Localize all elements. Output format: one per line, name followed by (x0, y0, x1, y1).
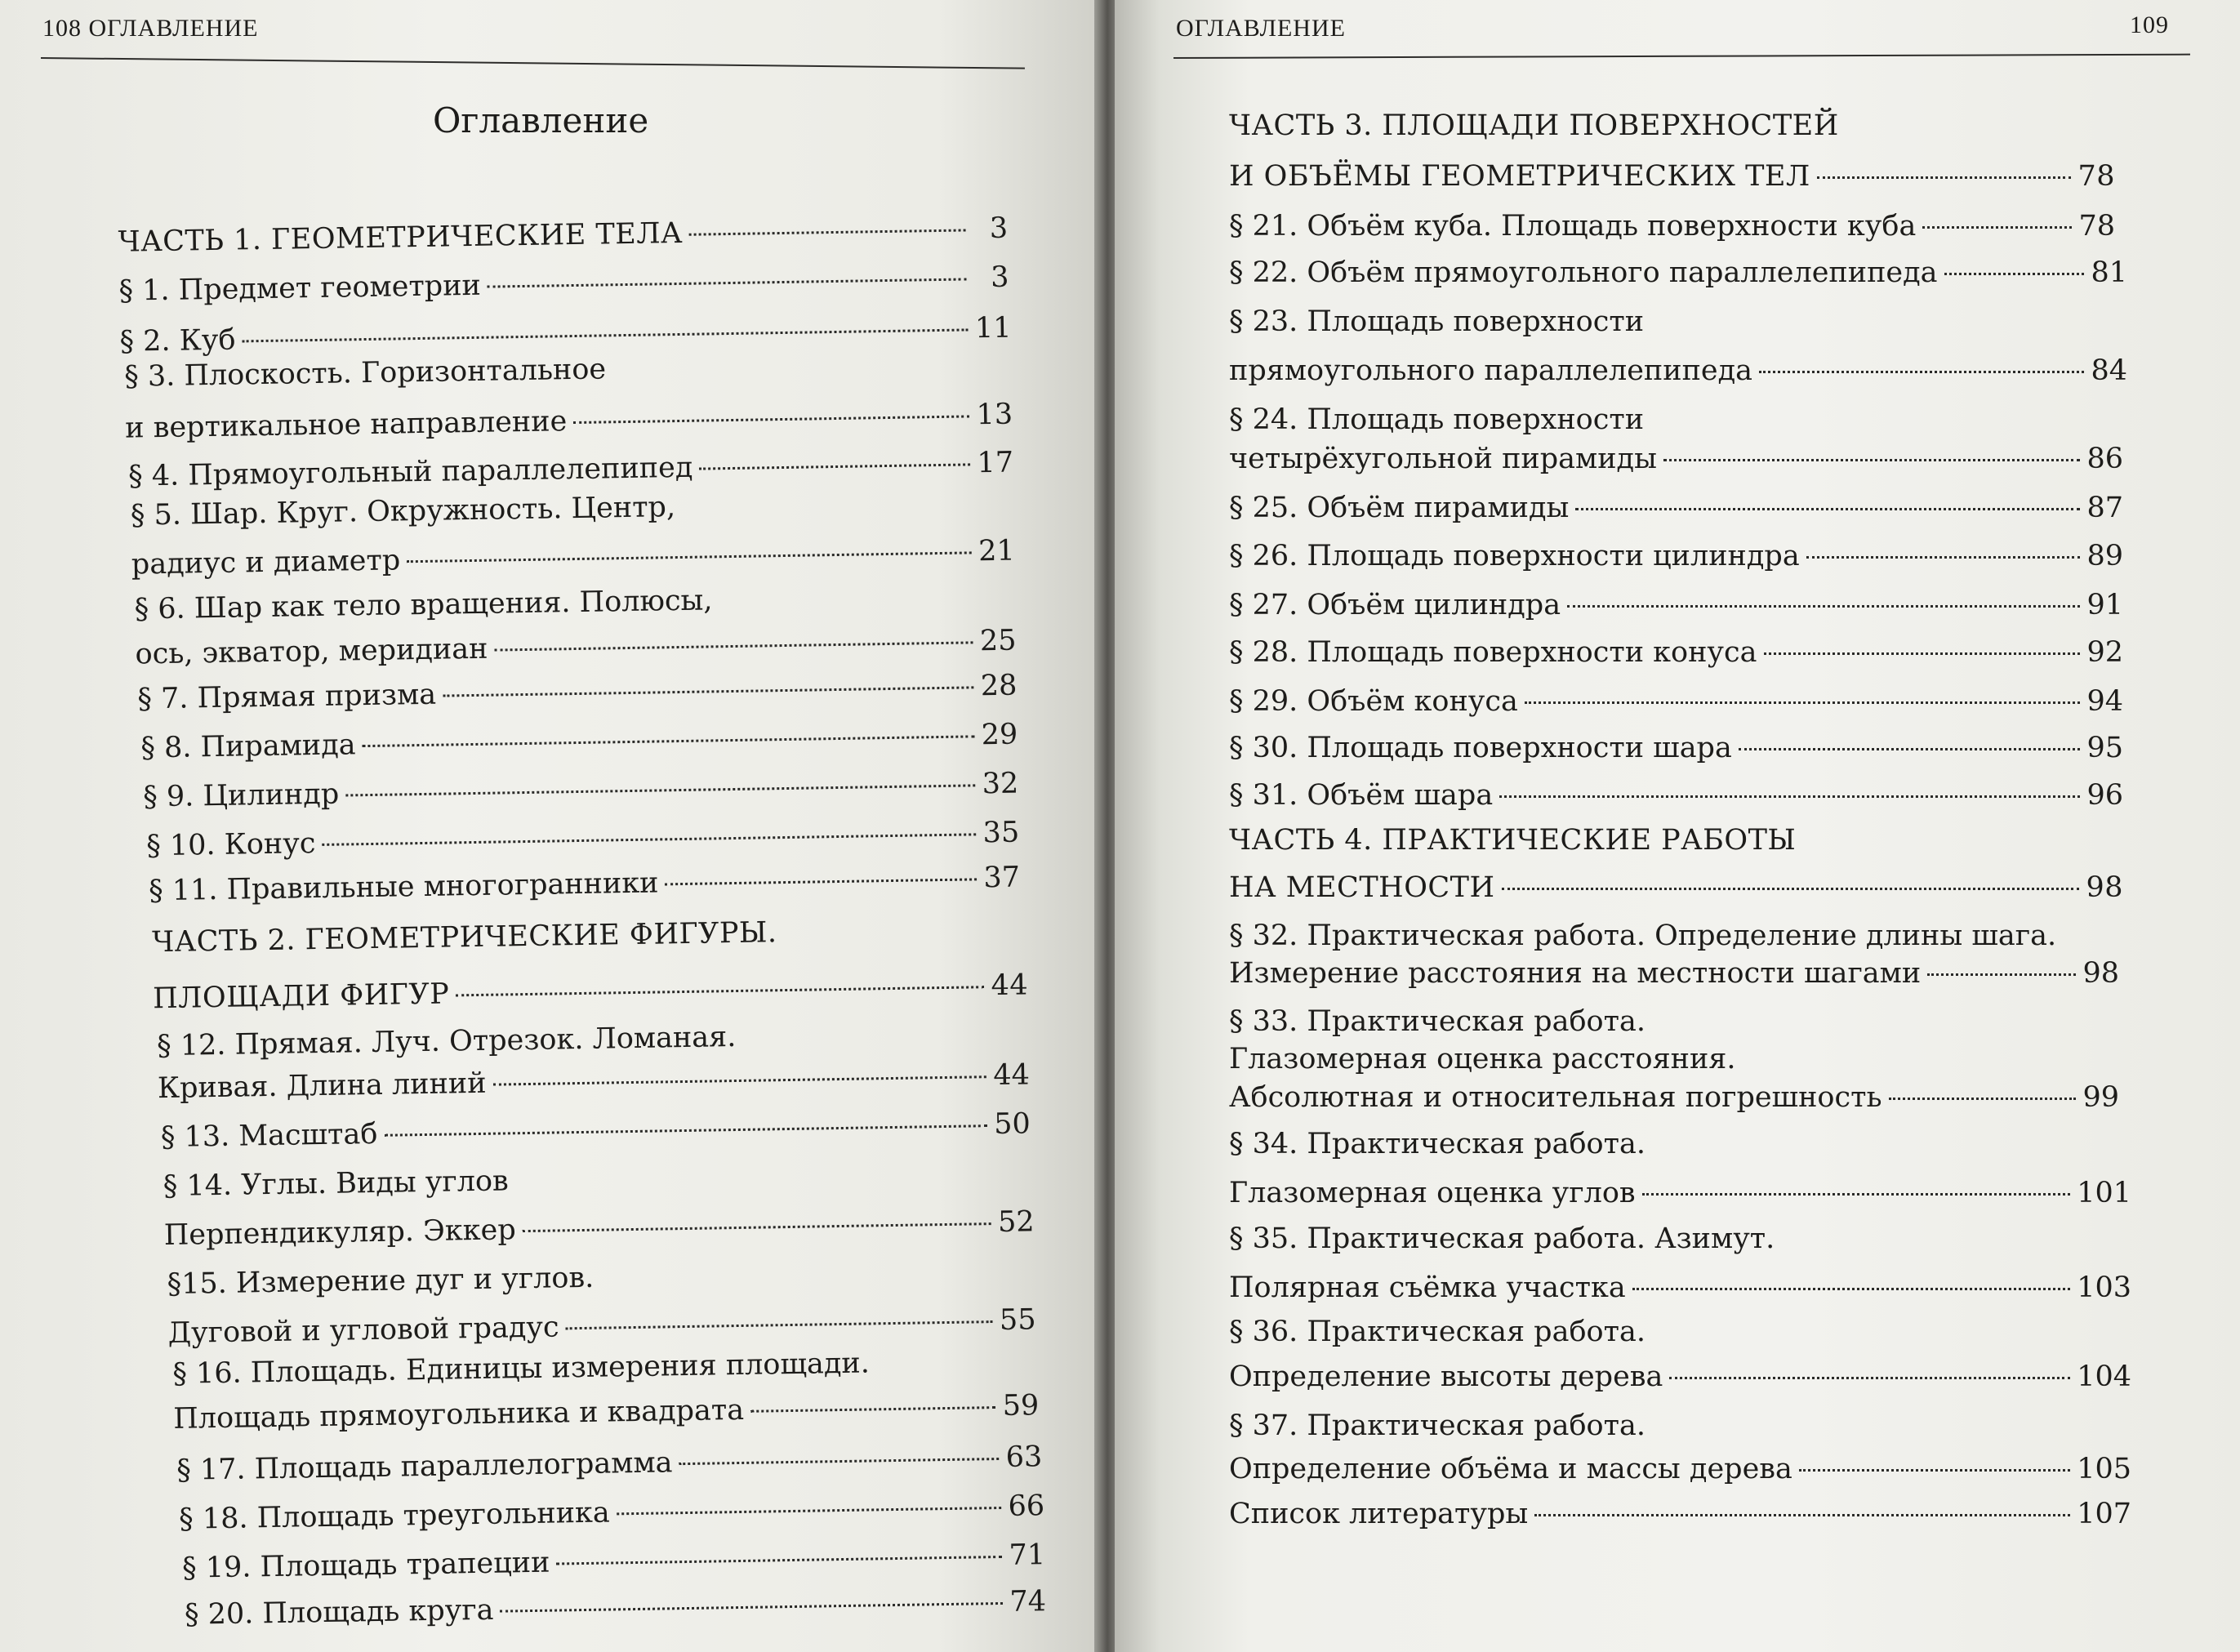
dot-leader (617, 1507, 1002, 1515)
toc-page-number: 28 (980, 669, 1018, 703)
toc-entry-title: Площадь прямоугольника и квадрата (173, 1393, 745, 1436)
toc-entry-first-line: § 12. Прямая. Луч. Отрезок. Ломаная. (156, 1021, 737, 1063)
toc-entry-title: Дуговой и угловой градус (167, 1311, 559, 1350)
dot-leader (494, 641, 973, 651)
toc-page-number: 91 (2086, 589, 2123, 621)
toc-entry-first-line: ЧАСТЬ 3. ПЛОЩАДИ ПОВЕРХНОСТЕЙ (1229, 109, 1839, 142)
toc-entry-first-line: § 37. Практическая работа. (1229, 1409, 1645, 1442)
dot-leader (1764, 652, 2081, 655)
toc-page-number: 95 (2086, 732, 2123, 764)
toc-entry-title: Список литературы (1229, 1498, 1529, 1530)
toc-entry-first-line: § 5. Шар. Круг. Окружность. Центр, (130, 491, 676, 532)
toc-page-number: 86 (2086, 443, 2123, 475)
toc-entry[interactable] (167, 1299, 1036, 1354)
toc-entry-title: Измерение расстояния на местности шагами (1229, 957, 1922, 990)
toc-page-number: 32 (982, 767, 1019, 801)
toc-page-number: 44 (991, 968, 1029, 1003)
toc-entry-title: § 18. Площадь треугольника (178, 1496, 611, 1536)
toc-entry[interactable] (1229, 1267, 2131, 1308)
dot-leader (750, 1406, 996, 1413)
dot-leader (556, 1556, 1002, 1565)
toc-entry[interactable] (1229, 632, 2123, 673)
toc-entry[interactable] (1229, 536, 2123, 577)
dot-leader (1632, 1288, 2070, 1290)
toc-page-number: 63 (1005, 1440, 1043, 1474)
toc-page-number: 21 (977, 534, 1016, 568)
dot-leader (1575, 508, 2080, 510)
toc-page-number: 99 (2082, 1081, 2119, 1114)
toc-entry-title: § 11. Правильные многогранники (148, 866, 659, 908)
toc-entry[interactable] (131, 531, 1015, 586)
toc-entry[interactable] (118, 257, 1009, 312)
toc-entry-first-line: § 36. Практическая работа. (1229, 1316, 1645, 1348)
toc-page-number: 87 (2086, 492, 2123, 524)
toc-entry-title: § 25. Объём пирамиды (1229, 492, 1570, 524)
dot-leader (523, 1222, 991, 1232)
dot-leader (699, 463, 970, 470)
toc-entry-first-line: §15. Измерение дуг и углов. (167, 1261, 595, 1301)
toc-entry-first-line: § 32. Практическая работа. Определение длины шага. (1229, 920, 2057, 952)
toc-entry[interactable] (182, 1534, 1046, 1589)
toc-page-number: 98 (2086, 871, 2123, 904)
toc-entry-second-line: Глазомерная оценка расстояния. (1229, 1043, 1736, 1075)
toc-entry-title: § 28. Площадь поверхности конуса (1229, 636, 1757, 669)
toc-entry-title: § 21. Объём куба. Площадь поверхности куба (1229, 210, 1917, 243)
toc-entry-title: ось, экватор, меридиан (135, 632, 488, 671)
toc-entry-title: Определение высоты дерева (1229, 1360, 1663, 1393)
toc-entry-title: § 13. Масштаб (160, 1117, 378, 1155)
toc-entry-first-line: § 6. Шар как тело вращения. Полюсы, (134, 584, 713, 626)
dot-leader (1944, 273, 2085, 275)
toc-entry-first-line: § 16. Площадь. Единицы измерения площади. (172, 1347, 871, 1391)
dot-leader (1759, 371, 2084, 373)
toc-page-number: 11 (974, 311, 1012, 345)
toc-entry-title: § 17. Площадь параллелограмма (176, 1446, 673, 1487)
dot-leader (679, 1458, 1000, 1465)
dot-leader (1525, 701, 2081, 704)
toc-page-number: 35 (982, 816, 1020, 850)
toc-page-number: 37 (983, 861, 1021, 895)
toc-entry[interactable] (140, 715, 1018, 769)
toc-entry-title: Перпендикуляр. Эккер (163, 1213, 517, 1253)
toc-entry-first-line: § 34. Практическая работа. (1229, 1128, 1645, 1160)
toc-entry-title: § 22. Объём прямоугольного параллелепипеда (1229, 256, 1938, 289)
toc-entry[interactable] (1229, 728, 2123, 768)
toc-page-number: 3 (990, 260, 1009, 294)
toc-page-number: 98 (2082, 957, 2119, 990)
toc-page-number: 94 (2086, 685, 2123, 718)
toc-entry-title: § 30. Площадь поверхности шара (1229, 732, 1732, 764)
toc-entry-title: § 27. Объём цилиндра (1229, 589, 1561, 621)
dot-leader (689, 229, 966, 235)
dot-leader (1502, 888, 2080, 890)
toc-entry-title: § 31. Объём шара (1229, 779, 1494, 812)
toc-page-number: 78 (2077, 160, 2115, 193)
toc-entry-title: Полярная съёмка участка (1229, 1271, 1626, 1304)
dot-leader (1806, 556, 2081, 559)
dot-leader (501, 1602, 1004, 1613)
toc-page-number: 17 (977, 446, 1014, 480)
toc-entry[interactable] (1229, 350, 2127, 391)
toc-entry-title: § 9. Цилиндр (143, 777, 340, 814)
toc-entry[interactable] (125, 394, 1013, 449)
toc-entry-title: § 29. Объём конуса (1229, 685, 1518, 718)
toc-entry-title: Кривая. Длина линий (157, 1066, 487, 1106)
toc-entry[interactable] (1229, 681, 2123, 722)
dot-leader (1889, 1098, 2077, 1100)
toc-page-number: 89 (2086, 540, 2123, 572)
toc-entry-first-line: § 14. Углы. Виды углов (163, 1164, 510, 1204)
toc-entry-title: § 10. Конус (145, 827, 316, 863)
toc-page-number: 71 (1009, 1538, 1046, 1572)
toc-entry-first-line: ЧАСТЬ 4. ПРАКТИЧЕСКИЕ РАБОТЫ (1229, 824, 1797, 857)
toc-entry[interactable] (118, 208, 1009, 263)
dot-leader (1927, 973, 2076, 976)
dot-leader (488, 278, 967, 287)
toc-entry[interactable] (176, 1436, 1043, 1491)
dot-leader (1499, 795, 2080, 798)
right-page-number: 109 (2130, 11, 2169, 38)
toc-entry-title: § 2. Куб (119, 323, 236, 358)
toc-entry[interactable] (1229, 488, 2123, 528)
toc-entry[interactable] (1229, 206, 2115, 247)
toc-page-number: 3 (989, 212, 1009, 245)
toc-entry[interactable] (1229, 439, 2123, 479)
toc-page-number: 103 (2077, 1271, 2131, 1304)
toc-entry-title: прямоугольного параллелепипеда (1229, 354, 1753, 387)
dot-leader (345, 784, 976, 796)
dot-leader (456, 986, 984, 996)
toc-entry-first-line: ЧАСТЬ 2. ГЕОМЕТРИЧЕСКИЕ ФИГУРЫ. (151, 916, 777, 960)
toc-entry[interactable] (163, 1201, 1035, 1256)
toc-entry-first-line: § 3. Плоскость. Горизонтальное (123, 353, 607, 394)
toc-entry-title: § 8. Пирамида (140, 728, 356, 765)
toc-page-number: 55 (999, 1303, 1036, 1337)
dot-leader (1739, 748, 2081, 750)
toc-page-number: 105 (2077, 1453, 2131, 1485)
toc-entry-title: Определение объёма и массы дерева (1229, 1453, 1792, 1485)
toc-page-number: 101 (2077, 1177, 2131, 1209)
dot-leader (566, 1320, 993, 1329)
toc-page-number: 104 (2077, 1360, 2131, 1393)
toc-title: Оглавление (433, 100, 649, 140)
toc-entry[interactable] (153, 964, 1029, 1019)
toc-entry[interactable] (179, 1485, 1045, 1540)
toc-entry[interactable] (161, 1103, 1031, 1158)
dot-leader (242, 328, 968, 342)
toc-entry[interactable] (1229, 156, 2115, 197)
dot-leader (1663, 459, 2080, 461)
toc-entry-first-line: § 35. Практическая работа. Азимут. (1229, 1222, 1775, 1255)
toc-entry-title: ПЛОЩАДИ ФИГУР (152, 977, 450, 1016)
toc-entry-first-line: § 24. Площадь поверхности (1229, 403, 1645, 436)
toc-entry[interactable] (1229, 585, 2123, 626)
toc-entry[interactable] (1229, 1494, 2131, 1534)
toc-page-number: 59 (1002, 1389, 1040, 1423)
toc-entry-first-line: § 33. Практическая работа. (1229, 1005, 1645, 1038)
dot-leader (1642, 1193, 2071, 1196)
toc-entry-title: НА МЕСТНОСТИ (1229, 871, 1495, 904)
toc-entry[interactable] (137, 666, 1018, 720)
toc-entry-title: § 26. Площадь поверхности цилиндра (1229, 540, 1800, 572)
toc-page-number: 29 (981, 718, 1018, 752)
dot-leader (384, 1124, 987, 1137)
toc-entry[interactable] (185, 1581, 1047, 1636)
toc-entry[interactable] (1229, 867, 2123, 908)
dot-leader (1567, 605, 2080, 608)
right-toc-list (1115, 0, 2224, 1652)
toc-entry[interactable] (143, 764, 1019, 818)
toc-entry[interactable] (1229, 1173, 2131, 1213)
dot-leader (1799, 1469, 2070, 1472)
right-page (1115, 0, 2240, 1652)
right-running-head: ОГЛАВЛЕНИЕ (1176, 15, 1346, 42)
toc-entry-title: § 4. Прямоугольный параллелепипед (127, 451, 693, 493)
dot-leader (493, 1075, 987, 1086)
dot-leader (363, 735, 975, 747)
toc-entry-title: § 19. Площадь трапеции (181, 1546, 550, 1585)
toc-entry[interactable] (1229, 1356, 2131, 1397)
toc-page-number: 84 (2091, 354, 2127, 387)
toc-page-number: 81 (2091, 256, 2127, 289)
dot-leader (443, 686, 974, 697)
toc-page-number: 78 (2078, 210, 2115, 243)
toc-entry-title: § 20. Площадь круга (184, 1593, 494, 1632)
toc-page-number: 74 (1009, 1585, 1047, 1619)
dot-leader (1817, 176, 2072, 179)
left-running-head: 108 ОГЛАВЛЕНИЕ (42, 15, 259, 42)
toc-page-number: 50 (993, 1107, 1031, 1142)
toc-entry-title: § 7. Прямая призма (137, 678, 437, 716)
toc-entry-title: и вертикальное направление (124, 405, 568, 445)
dot-leader (1669, 1377, 2070, 1379)
dot-leader (322, 833, 976, 846)
toc-entry[interactable] (1229, 1077, 2119, 1118)
toc-page-number: 25 (979, 624, 1017, 658)
toc-page-number: 107 (2077, 1498, 2131, 1530)
left-toc-list (0, 0, 1102, 1652)
toc-page-number: 66 (1008, 1489, 1045, 1523)
toc-page-number: 52 (997, 1205, 1035, 1239)
toc-page-number: 92 (2086, 636, 2123, 669)
toc-entry[interactable] (1229, 775, 2123, 816)
dot-leader (1922, 226, 2072, 229)
toc-entry-title: четырёхугольной пирамиды (1229, 443, 1657, 475)
toc-entry-title: ЧАСТЬ 1. ГЕОМЕТРИЧЕСКИЕ ТЕЛА (118, 216, 684, 259)
toc-entry-title: Глазомерная оценка углов (1229, 1177, 1636, 1209)
toc-entry[interactable] (1229, 252, 2127, 293)
dot-leader (407, 551, 972, 563)
toc-entry-title: Абсолютная и относительная погрешность (1229, 1081, 1882, 1114)
dot-leader (573, 415, 969, 424)
dot-leader (665, 878, 977, 885)
toc-page-number: 13 (976, 398, 1013, 432)
toc-entry[interactable] (173, 1385, 1040, 1440)
toc-page-number: 96 (2086, 779, 2123, 812)
toc-entry-title: § 1. Предмет геометрии (118, 269, 482, 308)
dot-leader (1534, 1514, 2070, 1516)
toc-entry[interactable] (1229, 1449, 2131, 1489)
toc-page-number: 44 (992, 1058, 1031, 1093)
toc-entry[interactable] (1229, 953, 2119, 994)
toc-entry-title: И ОБЪЁМЫ ГЕОМЕТРИЧЕСКИХ ТЕЛ (1229, 160, 1810, 193)
toc-entry-title: радиус и диаметр (131, 544, 401, 581)
toc-entry-first-line: § 23. Площадь поверхности (1229, 305, 1645, 338)
left-page (0, 0, 1102, 1652)
toc-entry[interactable] (149, 857, 1021, 912)
